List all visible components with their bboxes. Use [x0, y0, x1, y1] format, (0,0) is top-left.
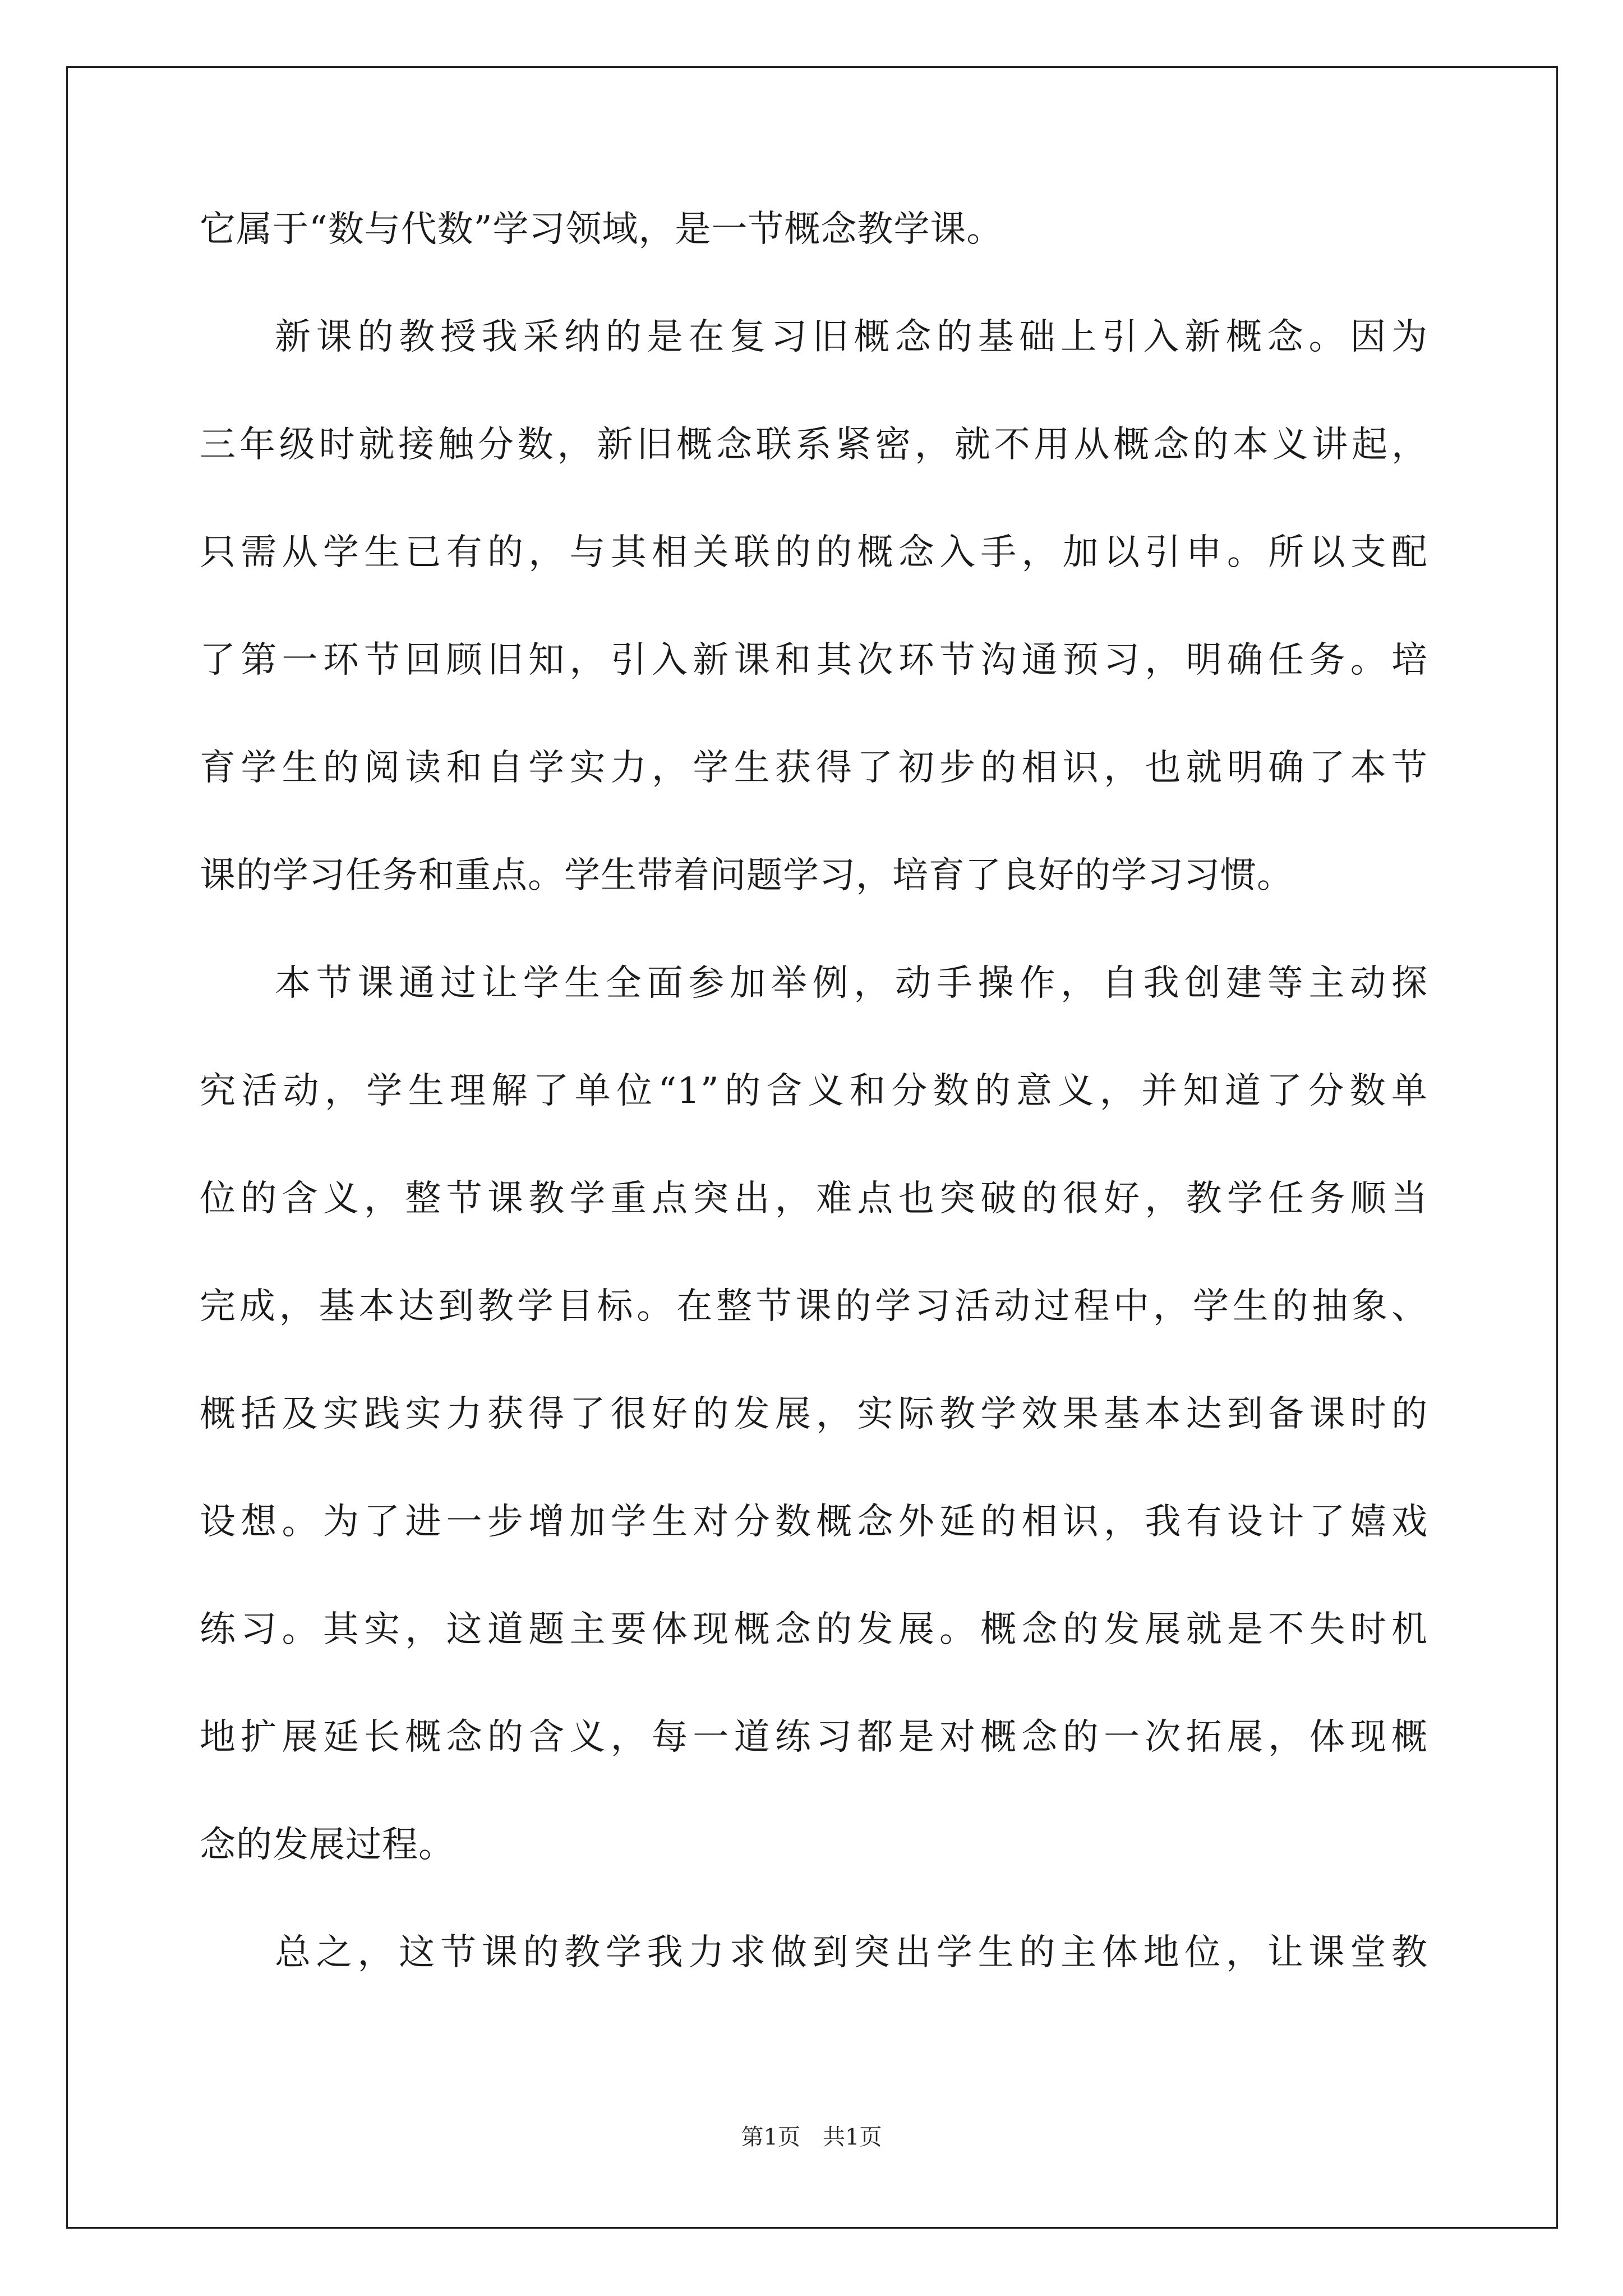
text-line: 课的学习任务和重点。学生带着问题学习，培育了良好的学习习惯。	[200, 855, 1293, 896]
text-line: 位的含义，整节课教学重点突出，难点也突破的很好，教学任务顺当	[200, 1178, 1428, 1220]
text-line: 究活动，学生理解了单位“1”的含义和分数的意义，并知道了分数单	[200, 1070, 1428, 1112]
text-line: 概括及实践实力获得了很好的发展，实际教学效果基本达到备课时的	[200, 1393, 1428, 1435]
text-line: 只需从学生已有的，与其相关联的的概念入手，加以引申。所以支配	[200, 532, 1428, 573]
text-line: 念的发展过程。	[200, 1824, 455, 1866]
text-line: 三年级时就接触分数，新旧概念联系紧密，就不用从概念的本义讲起，	[200, 424, 1428, 466]
text-line: 练习。其实，这道题主要体现概念的发展。概念的发展就是不失时机	[200, 1609, 1428, 1650]
text-line: 总之，这节课的教学我力求做到突出学生的主体地位，让课堂教	[275, 1932, 1428, 1973]
text-line: 设想。为了进一步增加学生对分数概念外延的相识，我有设计了嬉戏	[200, 1501, 1428, 1543]
text-line: 了第一环节回顾旧知，引入新课和其次环节沟通预习，明确任务。培	[200, 639, 1428, 681]
text-line: 完成，基本达到教学目标。在整节课的学习活动过程中，学生的抽象、	[200, 1286, 1428, 1327]
text-line: 它属于“数与代数”学习领域，是一节概念教学课。	[200, 209, 1003, 250]
page-footer: 第1页 共1页	[741, 2124, 882, 2150]
text-line: 本节课通过让学生全面参加举例，动手操作，自我创建等主动探	[275, 963, 1428, 1004]
text-line: 新课的教授我采纳的是在复习旧概念的基础上引入新概念。因为	[275, 316, 1428, 358]
text-line: 地扩展延长概念的含义，每一道练习都是对概念的一次拓展，体现概	[200, 1717, 1428, 1758]
text-line: 育学生的阅读和自学实力，学生获得了初步的相识，也就明确了本节	[200, 747, 1428, 789]
document-body	[200, 203, 1428, 2034]
